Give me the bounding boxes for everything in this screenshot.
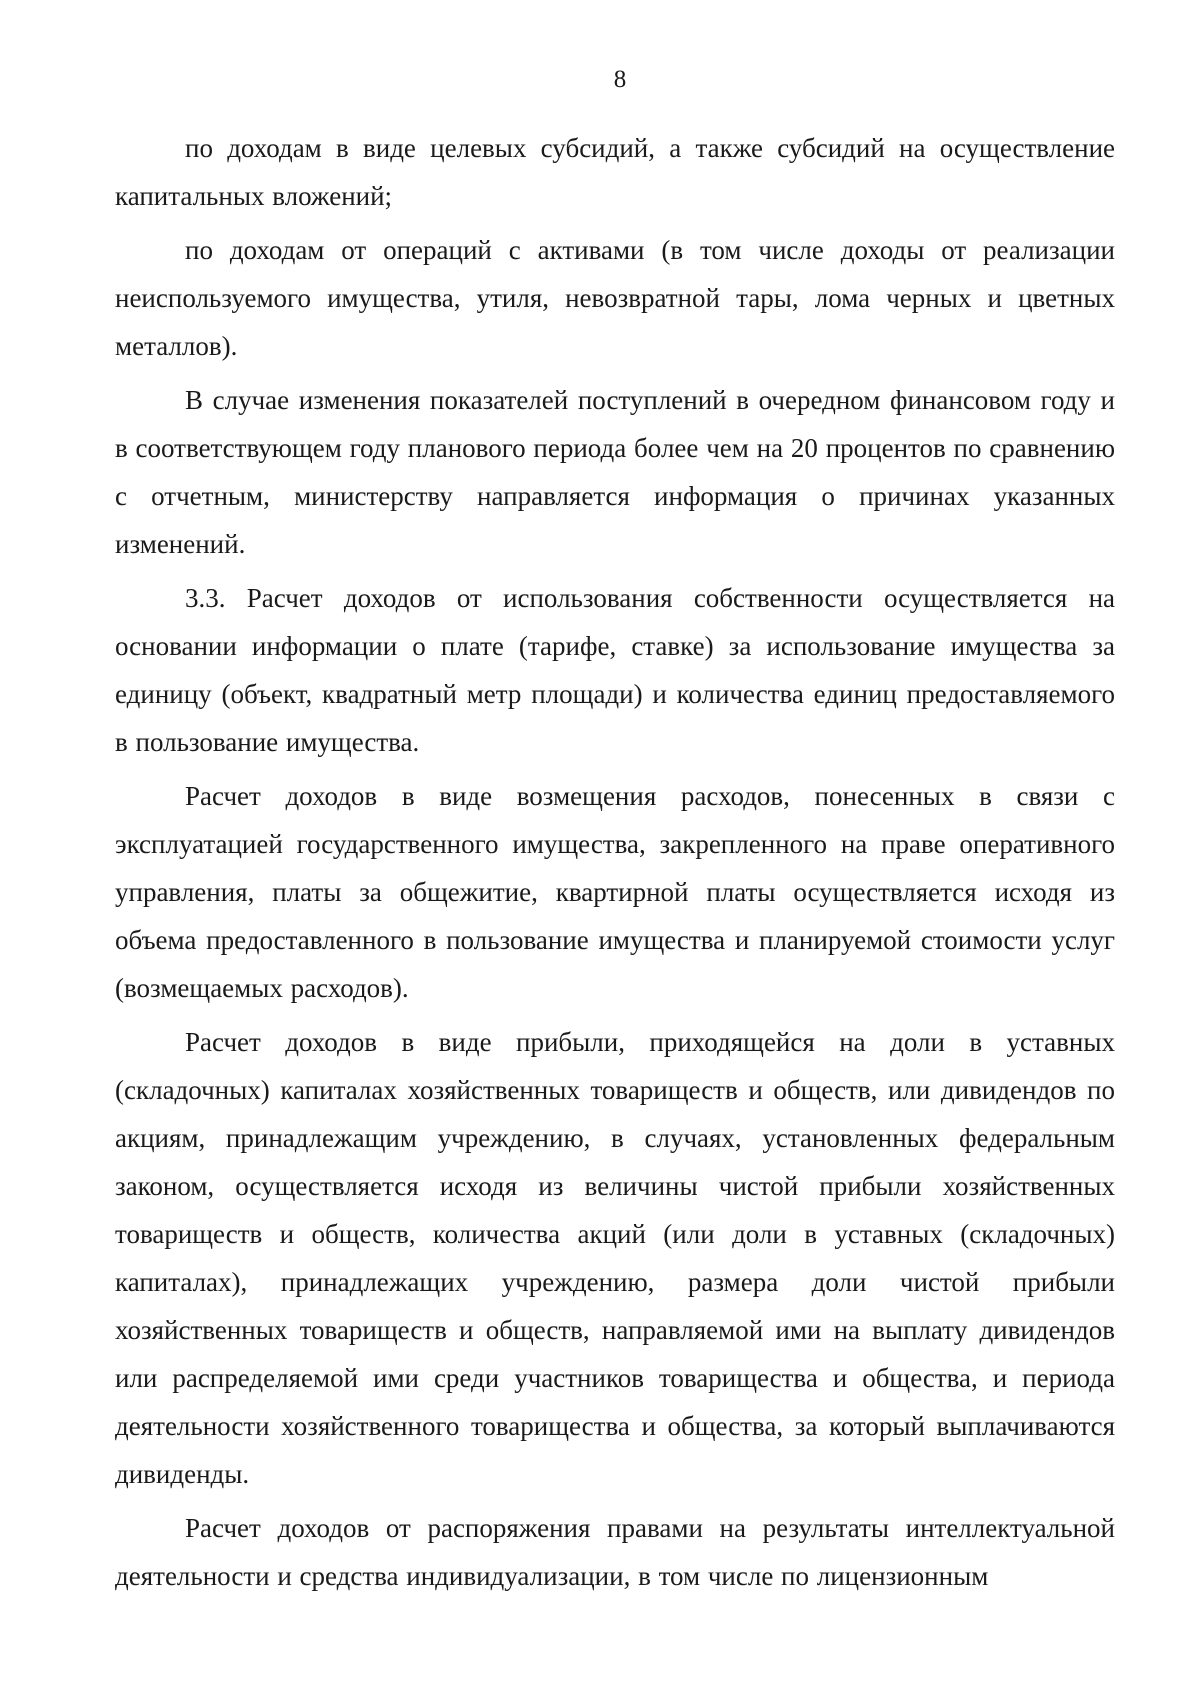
paragraph-profit-dividends: Расчет доходов в виде прибыли, приходящейся на доли в уставных (складочных) капиталах хозяйственных товариществ и обществ, или дивидендов по акциям, принадлежащим учреждению, в случаях, установленных федеральным законом, осуществляется исходя из величины чистой прибыли хозяйственных товариществ и обществ, количества акций (или доли в уставных (складочных) капиталах), принадлежащих учреждению, размера доли чистой прибыли хозяйственных товариществ и обществ, направляемой ими на выплату дивидендов или распределяемой ими среди участников товарищества и общества, и периода деятельности хозяйственного товарищества и общества, за который выплачиваются дивиденды. xyxy=(115,1027,1115,1489)
paragraph-asset-operations: по доходам от операций с активами (в том числе доходы от реализации неиспользуемого имущества, утиля, невозвратной тары, лома черных и цветных металлов). xyxy=(115,235,1115,361)
paragraph-section-3-3: 3.3. Расчет доходов от использования собственности осуществляется на основании информации о плате (тарифе, ставке) за использование имущества за единицу (объект, квадратный метр площади) и количества единиц предоставляемого в пользование имущества. xyxy=(115,583,1115,757)
paragraph-intellectual-property: Расчет доходов от распоряжения правами на результаты интеллектуальной деятельности и средства индивидуализации, в том числе по лицензионным xyxy=(115,1513,1115,1591)
paragraph-revenue-change: В случае изменения показателей поступлений в очередном финансовом году и в соответствующем году планового периода более чем на 20 процентов по сравнению с отчетным, министерству направляется информация о причинах указанных изменений. xyxy=(115,385,1115,559)
document-body xyxy=(115,124,1115,1606)
page-number: 8 xyxy=(613,66,627,93)
paragraph-target-subsidies: по доходам в виде целевых субсидий, а также субсидий на осуществление капитальных вложений; xyxy=(115,133,1115,211)
paragraph-expense-reimbursement: Расчет доходов в виде возмещения расходов, понесенных в связи с эксплуатацией государственного имущества, закрепленного на праве оперативного управления, платы за общежитие, квартирной платы осуществляется исходя из объема предоставленного в пользование имущества и планируемой стоимости услуг (возмещаемых расходов). xyxy=(115,781,1115,1003)
